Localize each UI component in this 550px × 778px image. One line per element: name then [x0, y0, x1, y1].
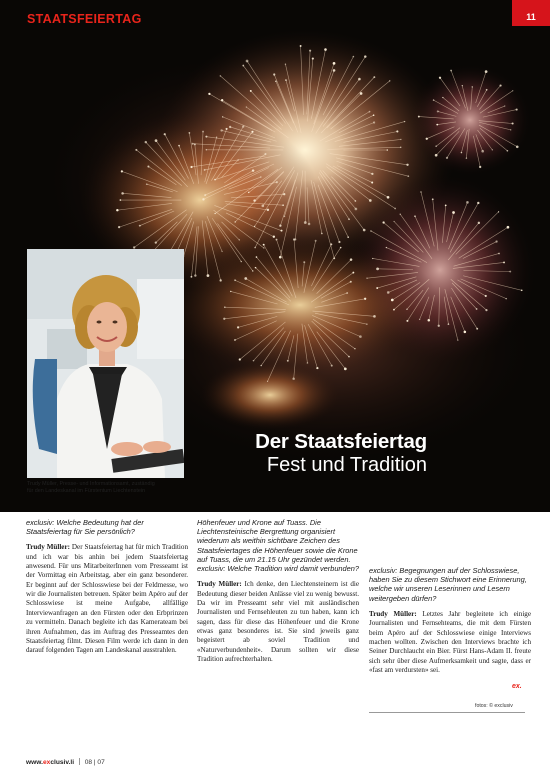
firework-spark — [419, 319, 420, 320]
firework-spark — [376, 287, 378, 289]
firework-spark — [312, 58, 314, 60]
firework-spark — [303, 261, 305, 263]
firework-spark — [255, 267, 257, 269]
firework-spark — [442, 97, 443, 98]
firework-spark — [355, 208, 358, 211]
firework-spark — [221, 99, 223, 101]
firework-spark — [481, 150, 484, 153]
firework-spark — [276, 181, 278, 183]
firework-spark — [242, 125, 244, 127]
firework-spark — [275, 81, 277, 83]
firework-spark — [359, 335, 362, 338]
firework-spark — [492, 149, 493, 150]
firework-spark — [238, 159, 239, 160]
firework-spark — [293, 238, 295, 240]
firework-spark — [394, 208, 396, 210]
section-tag: STAATSFEIERTAG — [27, 12, 142, 26]
firework-spark — [521, 289, 523, 291]
firework-spark — [222, 116, 223, 117]
firework-spark — [479, 166, 481, 168]
firework-spark — [414, 215, 416, 217]
firework-spark — [207, 274, 210, 277]
firework-spark — [476, 328, 478, 330]
firework-spark — [340, 247, 342, 249]
firework-spark — [224, 306, 226, 308]
firework-spark — [438, 325, 440, 327]
firework-spark — [369, 111, 371, 113]
firework-spark — [512, 90, 513, 91]
firework-spark — [387, 291, 390, 294]
footer-url-brand: ex — [42, 759, 51, 766]
firework-spark — [304, 221, 307, 224]
firework-spark — [330, 243, 332, 245]
firework-spark — [315, 240, 317, 242]
answer-speaker-3: Trudy Müller: — [369, 609, 417, 618]
firework-spark — [352, 272, 354, 274]
firework-spark — [324, 48, 327, 51]
firework-spark — [370, 230, 371, 231]
firework-spark — [433, 99, 434, 100]
firework-spark — [219, 279, 221, 281]
firework-spark — [285, 79, 287, 81]
firework-spark — [448, 323, 450, 325]
firework-spark — [426, 138, 428, 140]
firework-spark — [316, 367, 318, 369]
firework-spark — [387, 149, 389, 151]
firework-spark — [509, 271, 511, 273]
firework-spark — [350, 281, 352, 283]
firework-spark — [400, 213, 401, 214]
firework-spark — [400, 139, 401, 140]
firework-spark — [346, 292, 348, 294]
headline — [255, 430, 427, 477]
firework-spark — [408, 175, 410, 177]
photo-caption — [27, 481, 197, 495]
firework-spark — [347, 236, 349, 238]
firework-spark — [282, 204, 284, 206]
firework-spark — [273, 73, 275, 75]
firework-spark — [371, 182, 373, 184]
firework-spark — [373, 76, 375, 78]
photo-caption-line2: für den Landeskanal im Fürstentum Liechtenstein — [27, 488, 146, 494]
firework-spark — [309, 50, 311, 52]
firework-spark — [307, 362, 309, 364]
firework-spark — [333, 257, 335, 259]
firework-spark — [204, 169, 206, 171]
firework-spark — [393, 221, 394, 222]
firework-spark — [366, 278, 367, 279]
firework-spark — [382, 221, 384, 223]
firework-spark — [358, 78, 361, 81]
firework-spark — [363, 229, 366, 232]
firework-spark — [285, 64, 286, 65]
firework-spark — [234, 339, 236, 341]
firework-spark — [333, 62, 336, 65]
firework-spark — [226, 128, 228, 130]
firework-spark — [437, 110, 439, 112]
firework-spark — [498, 211, 499, 212]
firework-spark — [239, 239, 240, 240]
firework-spark — [164, 133, 166, 135]
firework-spark — [194, 143, 196, 145]
firework-spark — [261, 204, 264, 207]
firework-spark — [220, 129, 222, 131]
footer-separator — [79, 758, 80, 765]
firework-spark — [192, 143, 194, 145]
firework-spark — [246, 106, 247, 107]
firework-spark — [369, 199, 372, 202]
firework-spark — [372, 258, 373, 259]
firework-spark — [147, 166, 149, 168]
firework-spark — [279, 225, 281, 227]
firework-spark — [281, 230, 283, 232]
headline-subtitle: Fest und Tradition — [266, 454, 427, 476]
firework-spark — [360, 92, 363, 95]
firework-spark — [373, 114, 375, 116]
firework-spark — [348, 356, 350, 358]
firework-spark — [432, 198, 434, 200]
interview-answer-1 — [26, 543, 188, 655]
firework-spark — [387, 196, 390, 199]
firework-spark — [242, 65, 244, 67]
firework-spark — [364, 298, 366, 300]
interview-answer-3 — [369, 610, 531, 675]
firework-spark — [206, 149, 207, 150]
firework-spark — [121, 170, 123, 172]
firework-spark — [276, 239, 278, 241]
firework-spark — [472, 86, 473, 87]
photo-credit: fotos: © exclusiv — [475, 703, 513, 709]
firework-spark — [499, 84, 501, 86]
firework-spark — [507, 150, 509, 152]
firework-spark — [252, 169, 254, 171]
firework-spark — [418, 116, 420, 118]
firework-spark — [216, 137, 217, 138]
text-column-1 — [26, 518, 188, 656]
firework-spark — [439, 77, 441, 79]
firework-spark — [464, 331, 467, 334]
firework-spark — [254, 226, 255, 227]
firework-spark — [461, 152, 462, 153]
firework-spark — [202, 198, 204, 200]
answer-text-2: Ich denke, den Liechtensteinern ist die Bedeutung dieser beiden Anlässe viel zu wenig bewusst. Da wir im Presseamt sehr viel mit ausländischen Journalisten und Fernsehleuten zu tun haben, kann ich sagen, dass für diese das Höhenfeuer und die Krone etwas ganz besonderes ist. Sie sind jeweils ganz begeistert ab soviel Tradition und «Naturverbundenheit». Darum sollten wir diese Tradition aufrechterhalten. — [197, 580, 359, 663]
firework-spark — [234, 221, 236, 223]
firework-spark — [253, 199, 255, 201]
firework-spark — [436, 124, 438, 126]
headline-title: Der Staatsfeiertag — [255, 430, 427, 453]
interview-answer-2 — [197, 580, 359, 664]
firework-spark — [116, 209, 118, 211]
firework-spark — [263, 244, 265, 246]
firework-spark — [510, 129, 511, 130]
firework-spark — [273, 236, 275, 238]
footer-url-prefix: www. — [26, 759, 43, 766]
firework-spark — [331, 365, 333, 367]
firework-spark — [391, 299, 394, 302]
firework-spark — [267, 209, 269, 211]
firework-spark — [406, 320, 408, 322]
firework-spark — [252, 270, 254, 272]
firework-spark — [279, 256, 282, 259]
firework-spark — [504, 105, 505, 106]
firework-spark — [373, 315, 376, 318]
answer-speaker-2: Trudy Müller: — [197, 580, 242, 589]
firework-spark — [256, 256, 258, 258]
firework-spark — [486, 89, 488, 91]
firework-spark — [350, 258, 353, 261]
firework-spark — [406, 164, 408, 166]
firework-spark — [366, 323, 367, 324]
firework-spark — [462, 85, 463, 86]
firework-spark — [477, 202, 479, 204]
firework-spark — [406, 309, 407, 310]
firework-spark — [476, 308, 478, 310]
firework-spark — [205, 136, 207, 138]
firework-spark — [376, 267, 379, 270]
firework-spark — [516, 145, 519, 148]
article-end-mark: ex. — [512, 683, 522, 690]
footer-url-suffix: clusiv.li — [50, 759, 75, 766]
firework-spark — [246, 60, 249, 63]
firework-spark — [223, 318, 225, 320]
firework-spark — [287, 360, 289, 362]
firework-spark — [118, 226, 120, 228]
interview-question-1: exclusiv: Welche Bedeutung hat der Staatsfeiertag für Sie persönlich? — [26, 518, 144, 537]
firework-spark — [389, 80, 390, 81]
text-column-2 — [197, 518, 359, 664]
firework-spark — [135, 149, 137, 151]
firework-spark — [254, 247, 256, 249]
firework-spark — [188, 132, 190, 134]
firework-spark — [214, 179, 216, 181]
answer-speaker-1: Trudy Müller: — [26, 543, 70, 552]
firework-spark — [371, 173, 373, 175]
firework-spark — [503, 261, 505, 263]
firework-spark — [202, 131, 204, 133]
interview-question-2: Höhenfeuer und Krone auf Tuass. Die Liechtensteinische Bergrettung organisiert wiederum als weithin sichtbare Zeichen des Staatsfeiertages die Höhenfeuer sowie die Krone auf Tuass, die um 21.15 Uhr gezündet werden. exclusiv: Welche Tradition wird damit verbunden? — [197, 518, 359, 574]
firework-spark — [457, 339, 458, 340]
page-number: 11 — [512, 0, 550, 26]
firework-spark — [251, 131, 253, 133]
firework-spark — [400, 146, 402, 148]
firework-spark — [446, 157, 448, 159]
firework-spark — [155, 139, 158, 142]
firework-spark — [445, 204, 447, 206]
firework-spark — [428, 319, 431, 322]
firework-spark — [220, 75, 222, 77]
firework-spark — [333, 69, 336, 72]
firework-spark — [466, 157, 467, 158]
firework-spark — [292, 377, 295, 380]
firework-spark — [386, 247, 387, 248]
firework-spark — [284, 216, 286, 218]
firework-spark — [260, 176, 261, 177]
firework-spark — [364, 55, 366, 57]
portrait-illustration — [27, 249, 184, 478]
firework-spark — [485, 295, 487, 297]
firework-spark — [208, 93, 210, 95]
firework-spark — [244, 277, 247, 280]
firework-spark — [204, 194, 206, 196]
firework-spark — [221, 251, 222, 252]
firework-spark — [338, 241, 340, 243]
firework-spark — [396, 130, 398, 132]
firework-spark — [178, 145, 180, 147]
firework-spark — [230, 291, 231, 292]
firework-spark — [234, 279, 236, 281]
page-footer — [26, 758, 105, 766]
firework-spark — [248, 192, 249, 193]
interview-question-3: exclusiv: Begegnungen auf der Schlosswiese, haben Sie zu diesem Stichwort eine Erinnerung, welche wir unseren Leserinnen und Lesern weitergeben dürfen? — [369, 566, 527, 603]
firework-spark — [229, 126, 231, 128]
firework-spark — [308, 223, 311, 226]
firework-spark — [452, 211, 455, 214]
firework-spark — [344, 367, 347, 370]
firework-spark — [505, 298, 507, 300]
firework-spark — [507, 226, 510, 229]
firework-spark — [498, 253, 500, 255]
answer-text-1: Der Staatsfeiertag hat für mich Tradition und ich war bis anhin bei jedem Staatsfeiertag anwesend. Für uns MitarbeiterInnen vom Presseamt ist der Vormittag ein Arbeitstag, aber ein ganz besonderer. Er beginnt auf der Schlosswiese bei der Feldmesse, wo wir die Journalisten betreuen. Später beim Apéro auf der Schlosswiese ist meine Aufgabe, allfällige Interviewanfragen an den Fürsten oder den Erbprinzen zu vermitteln. Danach begleite ich das Kamerateam bei ihren Aufnahmen, das im Auftrag des Presseamtes den Staatsfeiertag filmt. Diesen Film werde ich dann in den darauf folgenden Tagen am Landeskanal ausstrahlen. — [26, 543, 188, 655]
photo-caption-line1: Trudy Müller, Presse- und Informationsamt, zuständig — [27, 481, 155, 487]
firework-spark — [263, 247, 264, 248]
firework-spark — [404, 121, 405, 122]
firework-spark — [121, 192, 124, 195]
firework-spark — [214, 213, 215, 214]
text-column-3 — [369, 518, 531, 675]
firework-spark — [354, 348, 355, 349]
footer-issue: 08 | 07 — [84, 759, 105, 766]
firework-spark — [120, 199, 122, 201]
firework-spark — [239, 358, 241, 360]
credit-divider — [369, 712, 525, 713]
firework-spark — [253, 360, 255, 362]
firework-spark — [373, 121, 375, 123]
firework-spark — [194, 274, 196, 276]
portrait-photo — [27, 249, 184, 478]
firework-spark — [321, 233, 323, 235]
firework-spark — [145, 141, 147, 143]
firework-spark — [516, 108, 518, 110]
firework-spark — [485, 70, 488, 73]
firework-spark — [353, 56, 355, 58]
firework-spark — [435, 145, 437, 147]
firework-spark — [393, 309, 395, 311]
firework-spark — [267, 381, 268, 382]
firework-spark — [478, 222, 480, 224]
firework-spark — [495, 240, 497, 242]
firework-spark — [420, 191, 421, 192]
firework-spark — [355, 200, 357, 202]
firework-spark — [146, 183, 148, 185]
firework-spark — [250, 90, 252, 92]
firework-spark — [190, 276, 192, 278]
firework-spark — [485, 309, 487, 311]
firework-spark — [241, 261, 242, 262]
firework-spark — [190, 166, 192, 168]
firework-spark — [450, 70, 452, 72]
firework-spark — [435, 154, 438, 157]
firework-spark — [466, 201, 469, 204]
firework-spark — [139, 225, 141, 227]
column-3-spacer — [369, 518, 531, 566]
firework-spark — [348, 218, 350, 220]
firework-spark — [283, 193, 285, 195]
firework-spark — [155, 241, 157, 243]
firework-spark — [260, 365, 261, 366]
firework-spark — [512, 122, 514, 124]
firework-spark — [264, 153, 266, 155]
firework-spark — [237, 326, 239, 328]
answer-text-3: Letztes Jahr begleitete ich einige Journalisten und Fernsehteams, die mit dem Fürsten beim Apéro auf der Schlosswiese einige Interviews machen wollten. Zwischen den Interviews brachte ich Seiner Durchlaucht ein Bier. Fürst Hans-Adam II. freute sich sehr über diese Aufmerksamkeit und sagte, dass er «fast am verdursten» sei. — [369, 609, 531, 674]
firework-spark — [300, 45, 302, 47]
footer-website-link[interactable] — [26, 759, 74, 766]
